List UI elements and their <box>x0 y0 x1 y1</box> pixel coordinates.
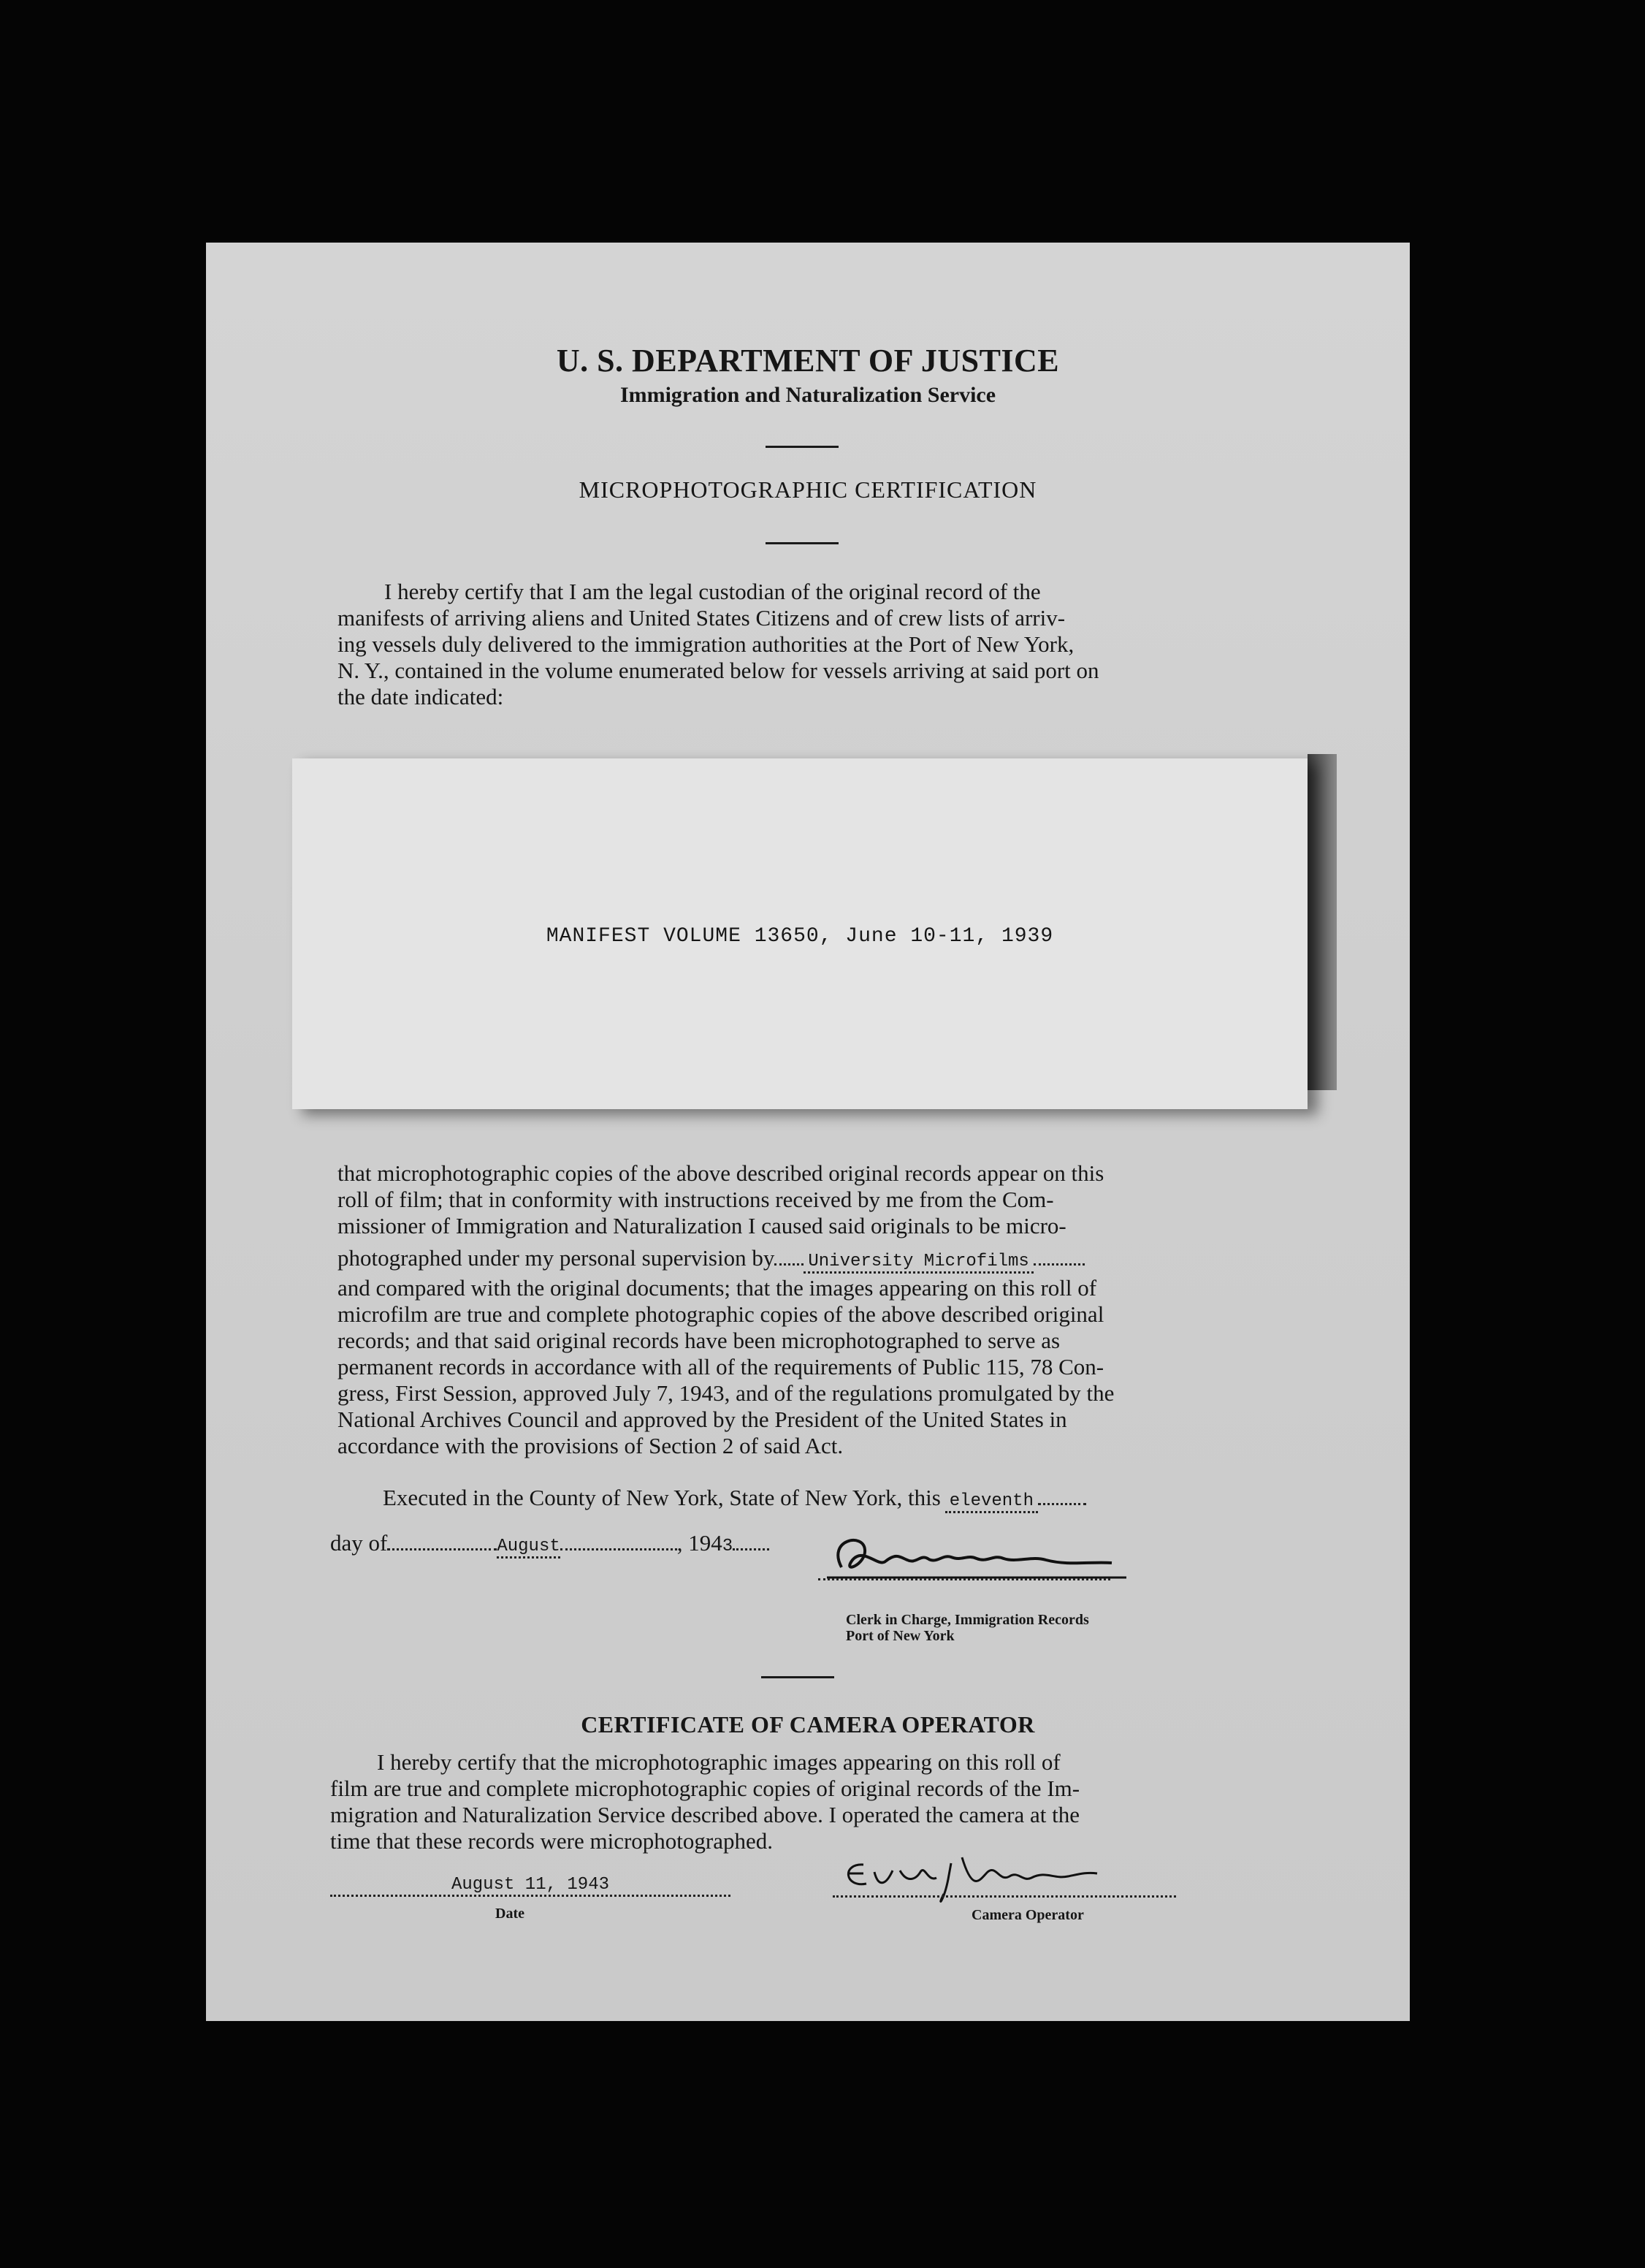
body-line: gress, First Session, approved July 7, 1943, and of the regulations promulgated by the <box>337 1380 1115 1406</box>
operator-label: Camera Operator <box>972 1907 1084 1923</box>
year-prefix: 194 <box>688 1530 722 1556</box>
body-line: National Archives Council and approved by the President of the United States in <box>337 1407 1067 1432</box>
camera-line: film are true and complete microphotographic copies of original records of the Im- <box>330 1776 1080 1801</box>
dotted-leader <box>774 1263 804 1266</box>
manifest-volume-text: MANIFEST VOLUME 13650, June 10-11, 1939 <box>546 925 1054 948</box>
body-paragraph <box>337 1160 1280 1459</box>
dotted-leader <box>1034 1263 1085 1266</box>
camera-paragraph <box>330 1749 1280 1854</box>
certificate-page <box>206 243 1410 2021</box>
day-of-label: day of <box>330 1530 388 1556</box>
camera-heading: CERTIFICATE OF CAMERA OPERATOR <box>581 1711 1035 1738</box>
body-line: that microphotographic copies of the above described original records appear on this <box>337 1160 1104 1186</box>
intro-line: manifests of arriving aliens and United States Citizens and of crew lists of arriv- <box>337 605 1066 631</box>
body-line: missioner of Immigration and Naturalization I caused said originals to be micro- <box>337 1213 1066 1238</box>
camera-date-field <box>330 1875 730 1897</box>
clerk-caption <box>846 1612 1089 1644</box>
intro-line: the date indicated: <box>337 684 504 709</box>
dotted-leader <box>1038 1503 1086 1505</box>
camera-date-value: August 11, 1943 <box>451 1875 610 1895</box>
divider <box>761 1676 834 1678</box>
executed-prefix: Executed in the County of New York, State of New York, this <box>383 1485 941 1510</box>
camera-line: I hereby certify that the microphotographic images appearing on this roll of <box>377 1749 1061 1775</box>
dotted-leader <box>387 1548 497 1550</box>
intro-line: ing vessels duly delivered to the immigration authorities at the Port of New York, <box>337 631 1075 657</box>
body-line: records; and that said original records have been microphotographed to serve as <box>337 1328 1061 1353</box>
camera-line: time that these records were microphotographed. <box>330 1828 773 1854</box>
dotted-leader <box>560 1548 677 1550</box>
supervision-line <box>337 1245 1280 1275</box>
clerk-signature <box>812 1532 1134 1583</box>
executed-line <box>383 1485 1086 1515</box>
year-digit: 3 <box>722 1537 733 1556</box>
day-of-line: day of August , 1943 <box>330 1530 769 1560</box>
month-value: August <box>497 1537 560 1559</box>
slip-shadow <box>1308 754 1337 1090</box>
certification-title: MICROPHOTOGRAPHIC CERTIFICATION <box>579 476 1037 503</box>
operator-signature <box>834 1850 1112 1916</box>
intro-line: I hereby certify that I am the legal custodian of the original record of the <box>384 579 1041 604</box>
divider <box>766 446 839 448</box>
body-line: roll of film; that in conformity with instructions received by me from the Com- <box>337 1187 1054 1212</box>
dotted-leader <box>733 1548 769 1550</box>
body-line: accordance with the provisions of Section 2 of said Act. <box>337 1433 844 1458</box>
clerk-signature-line <box>818 1578 1110 1580</box>
camera-line: migration and Naturalization Service described above. I operated the camera at the <box>330 1802 1080 1827</box>
supervision-prefix: photographed under my personal supervision by <box>337 1245 775 1271</box>
body-line: permanent records in accordance with all of the requirements of Public 115, 78 Con- <box>337 1354 1104 1380</box>
supervisor-value: University Microfilms <box>804 1252 1033 1274</box>
department-title: U. S. DEPARTMENT OF JUSTICE <box>556 343 1060 378</box>
intro-paragraph <box>337 579 1280 710</box>
intro-line: N. Y., contained in the volume enumerated below for vessels arriving at said port on <box>337 658 1099 683</box>
body-line: and compared with the original documents; that the images appearing on this roll of <box>337 1275 1097 1301</box>
date-label: Date <box>495 1906 524 1922</box>
service-subtitle: Immigration and Naturalization Service <box>619 383 996 407</box>
executed-day-value: eleventh <box>945 1491 1038 1513</box>
body-line: microfilm are true and complete photographic copies of the above described original <box>337 1301 1104 1327</box>
divider <box>766 542 839 544</box>
clerk-port: Port of New York <box>846 1628 955 1644</box>
manifest-slip <box>292 758 1308 1109</box>
clerk-title: Clerk in Charge, Immigration Records <box>846 1612 1089 1628</box>
operator-signature-line <box>833 1895 1176 1898</box>
